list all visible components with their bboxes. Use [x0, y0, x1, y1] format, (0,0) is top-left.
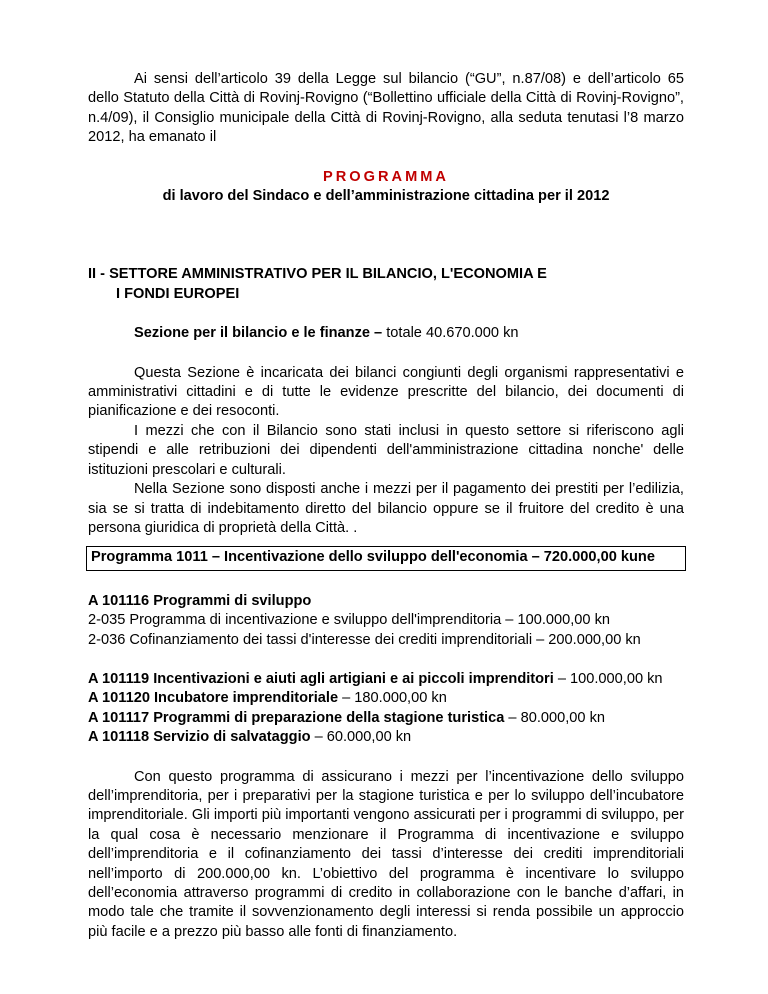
document-page [88, 70, 684, 942]
activity-item [88, 670, 684, 689]
body-paragraph-2: I mezzi che con il Bilancio sono stati inclusi in questo settore si riferiscono agli stipendi e alle retribuzioni dei dipendenti dell'amministrazione cittadina nonche' delle istituzioni prescolari e culturali. [88, 422, 684, 478]
settore-heading [88, 265, 684, 304]
activity-a101116 [88, 592, 684, 650]
settore-heading-line2: I FONDI EUROPEI [116, 285, 240, 302]
activity-amount: – 180.000,00 kn [338, 690, 447, 707]
activity-name: A 101119 Incentivazioni e aiuti agli artigiani e ai piccoli imprenditori [88, 670, 554, 687]
programma-box: Programma 1011 – Incentivazione dello sviluppo dell'economia – 720.000,00 kune [86, 546, 686, 570]
closing-paragraph: Con questo programma di assicurano i mezzi per l’incentivazione dello sviluppo dell’imprenditoria, per i preparativi per la stagione turistica e per lo sviluppo dell’incubatore imprenditoriale. Gli importi più importanti vengono assicurati per i programmi di sviluppo, per la qual cosa è necessario menzionare il Programma di incentivazione e sviluppo dell’imprenditoria e il cofinanziamento dei tassi d’interesse dei crediti imprenditoriali nell’importo di 200.000,00 kn. L’obiettivo del programma è incentivare lo sviluppo dell’economia attraverso programmi di credito in collaborazione con le banche d’affari, in modo tale che tramite il sovvenzionamento degli interessi si renda possibile un approccio più facile e a prezzo più basso alle fonti di finanziamento. [88, 768, 684, 940]
activity-item [88, 689, 684, 708]
activity-name: A 101120 Incubatore imprenditoriale [88, 690, 339, 707]
sezione-total: totale 40.670.000 kn [382, 325, 519, 342]
activity-item [88, 728, 684, 747]
activity-a101116-item-1: 2-035 Programma di incentivazione e sviluppo dell'imprenditoria – 100.000,00 kn [88, 612, 610, 629]
sezione-name: Sezione per il bilancio e le finanze – [134, 325, 383, 342]
settore-heading-line1: II - SETTORE AMMINISTRATIVO PER IL BILANCIO, L'ECONOMIA E [88, 266, 547, 283]
activity-amount: – 100.000,00 kn [553, 670, 663, 687]
intro-paragraph: Ai sensi dell’articolo 39 della Legge sul bilancio (“GU”, n.87/08) e dell’articolo 65 dello Statuto della Città di Rovinj-Rovigno (“Bollettino ufficiale della Città di Rovinj-Rovigno”, n.4/09), il Consiglio municipale della Città di Rovinj-Rovigno, alla seduta tenutasi l’8 marzo 2012, ha emanato il [88, 71, 684, 146]
activity-list [88, 670, 684, 748]
activity-amount: – 80.000,00 kn [504, 709, 605, 726]
activity-a101116-title: A 101116 Programmi di sviluppo [88, 592, 312, 609]
activity-amount: – 60.000,00 kn [310, 729, 412, 746]
activity-item [88, 709, 684, 728]
document-title: PROGRAMMA [323, 168, 449, 185]
body-paragraph-3: Nella Sezione sono disposti anche i mezzi per il pagamento dei prestiti per l’edilizia, sia se si tratta di indebitamento diretto del bilancio oppure se il fruitore del credito è una persona giuridica di proprietà della Città. . [88, 481, 684, 536]
activity-name: A 101118 Servizio di salvataggio [88, 729, 311, 746]
activity-a101116-item-2: 2-036 Cofinanziamento dei tassi d'interesse dei crediti imprenditoriali – 200.000,00 kn [88, 631, 641, 648]
body-paragraph-1: Questa Sezione è incaricata dei bilanci congiunti degli organismi rappresentativi e amministrativi cittadini e di tutte le evidenze prescritte del bilancio, dei documenti di pianificazione e dei resoconti. [88, 364, 684, 420]
document-subtitle: di lavoro del Sindaco e dell’amministrazione cittadina per il 2012 [162, 188, 610, 205]
activity-name: A 101117 Programmi di preparazione della stagione turistica [88, 709, 505, 726]
sezione-heading [88, 324, 684, 343]
